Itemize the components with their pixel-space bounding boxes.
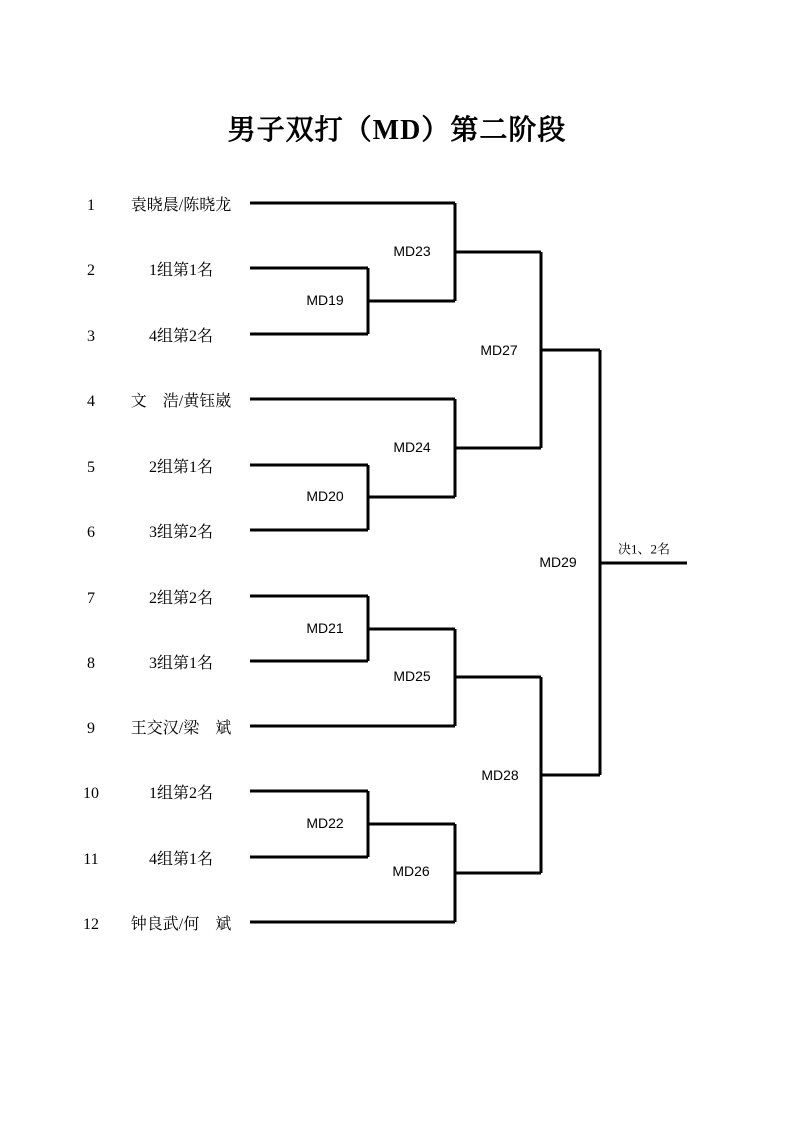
entry-name: 4组第2名	[148, 328, 214, 345]
page-title: 男子双打（MD）第二阶段	[227, 115, 567, 146]
entry-seed-number: 3	[87, 328, 95, 345]
match-label-md19: MD19	[306, 292, 344, 308]
entry-name: 袁晓晨/陈晓龙	[130, 197, 232, 214]
entry-seed-number: 11	[83, 851, 99, 868]
entry-name: 钟良武/何 斌	[130, 916, 232, 933]
md20-connector	[368, 465, 455, 530]
md27-connector	[541, 252, 600, 448]
match-label-md27: MD27	[480, 342, 518, 358]
md26-connector	[455, 824, 541, 922]
md25-connector	[455, 629, 541, 726]
entry-name: 3组第2名	[148, 524, 214, 541]
entry-name: 1组第1名	[148, 262, 214, 279]
entry-name: 4组第1名	[148, 851, 214, 868]
final-placement-label: 决1、2名	[617, 541, 671, 557]
md23-connector	[455, 203, 541, 301]
entry-seed-number: 4	[87, 393, 95, 410]
entry-seed-number: 2	[87, 262, 95, 279]
md22-connector	[368, 791, 455, 857]
match-label-md26: MD26	[392, 863, 430, 879]
entry-name: 文 浩/黄钰崴	[130, 393, 232, 410]
entry-seed-number: 10	[83, 785, 99, 802]
md21-connector	[368, 596, 455, 661]
match-label-md25: MD25	[393, 668, 431, 684]
entry-name: 2组第2名	[148, 590, 214, 607]
entry-name: 2组第1名	[148, 459, 214, 476]
entry-seed-number: 12	[83, 916, 99, 933]
match-label-md24: MD24	[393, 439, 431, 455]
match-label-md29: MD29	[539, 554, 577, 570]
entry-name: 3组第1名	[148, 655, 214, 672]
match-label-md20: MD20	[306, 488, 344, 504]
entry-seed-number: 8	[87, 655, 95, 672]
match-label-md21: MD21	[306, 620, 344, 636]
entry-name: 王交汉/梁 斌	[130, 720, 232, 737]
entry-seed-number: 7	[87, 590, 95, 607]
match-label-md22: MD22	[306, 815, 344, 831]
match-label-md28: MD28	[481, 767, 519, 783]
entry-name: 1组第2名	[148, 785, 214, 802]
md24-connector	[455, 399, 541, 497]
entry-seed-number: 5	[87, 459, 95, 476]
match-label-md23: MD23	[393, 243, 431, 259]
md19-connector	[368, 268, 455, 334]
entry-seed-number: 1	[87, 197, 95, 214]
md28-connector	[541, 677, 600, 873]
entry-seed-number: 6	[87, 524, 95, 541]
entry-seed-number: 9	[87, 720, 95, 737]
md29-connector	[600, 350, 687, 775]
